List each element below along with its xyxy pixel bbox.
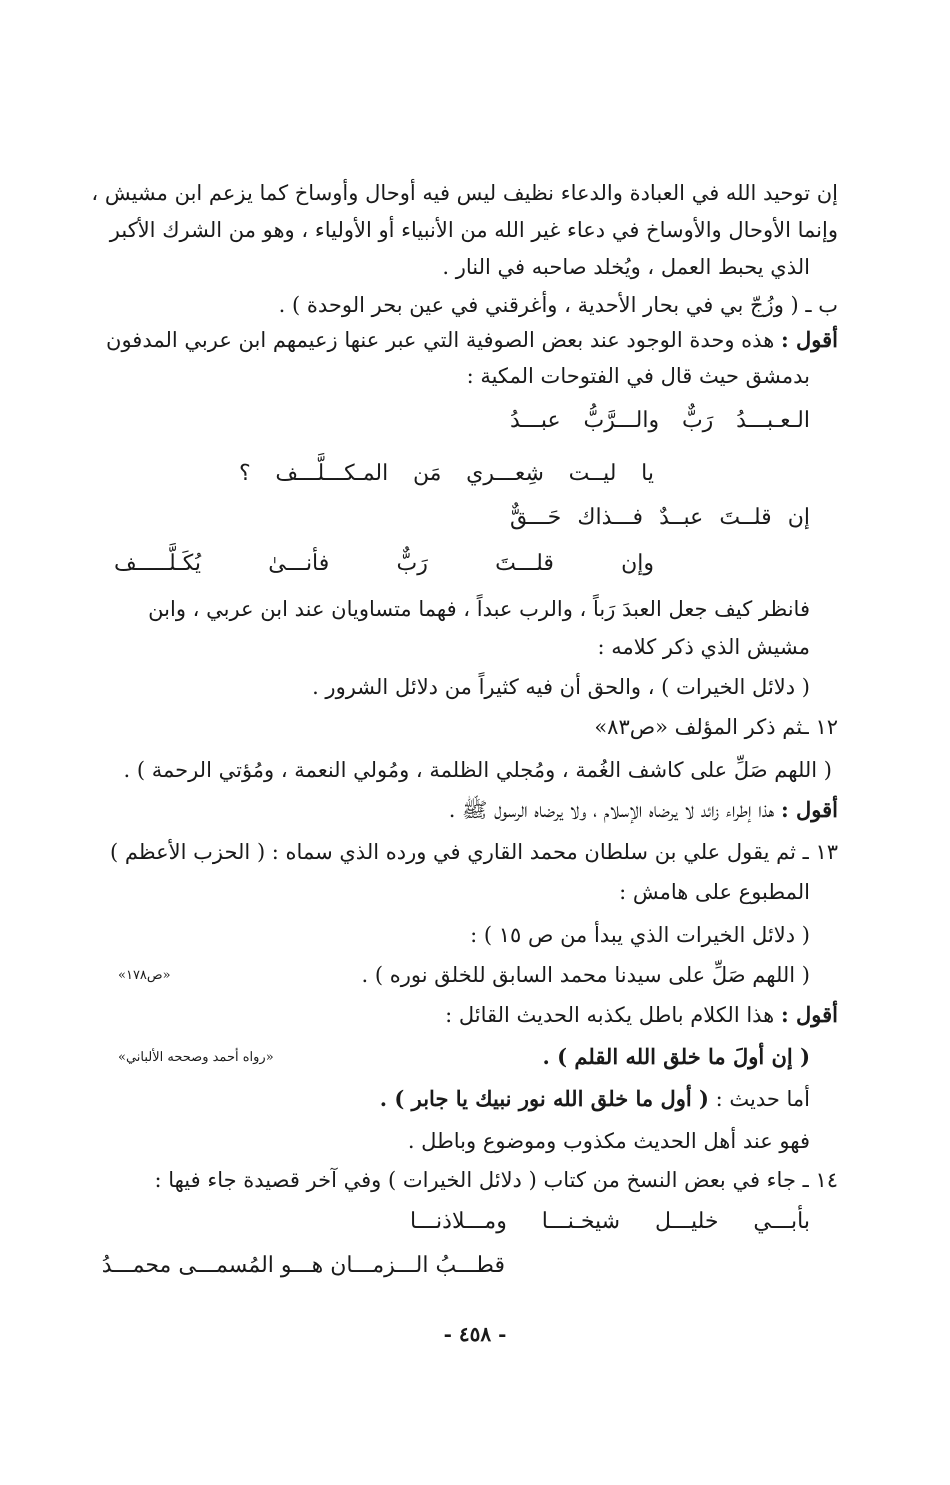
verse-word: فـــذاك xyxy=(577,505,644,530)
text-line: ١٤ ـ جاء في بعض النسخ من كتاب ( دلائل الخيرات ) وفي آخر قصيدة جاء فيها : xyxy=(154,1168,838,1192)
hadith-span: ( أول ما خلق الله نور نبيك يا جابر ) . xyxy=(379,1086,709,1111)
verse-word: قلــتَ xyxy=(719,505,772,530)
text-line: إن توحيد الله في العبادة والدعاء نظيف ليس فيه أوحال وأوساخ كما يزعم ابن مشيش ، xyxy=(91,181,838,205)
verse-word: بأبـــي xyxy=(753,1209,810,1234)
text-line xyxy=(449,793,838,827)
verse-hemistich xyxy=(239,456,654,492)
text-line: المطبوع على هامش : xyxy=(619,880,810,904)
verse-word: قطـــبُ xyxy=(435,1253,505,1278)
text-line: ( دلائل الخيرات ) ، والحق أن فيه كثيراً من دلائل الشرور . xyxy=(312,675,810,699)
verse-word: الـعـبـــدُ xyxy=(736,408,810,433)
verse-hemistich xyxy=(101,1248,505,1284)
verse-hemistich xyxy=(410,1204,810,1240)
text-line: ( اللهم صَلِّ على سيدنا محمد السابق للخلق نوره ) . xyxy=(361,963,810,987)
text-line: فهو عند أهل الحديث مكذوب وموضوع وباطل . xyxy=(407,1129,810,1153)
verse-word: رَبٌّ xyxy=(681,408,714,433)
verse-hemistich xyxy=(114,546,654,582)
text-span: هذا الكلام باطل يكذبه الحديث القائل : xyxy=(445,1003,775,1027)
verse-word: هـــو xyxy=(280,1253,324,1278)
verse-word: المُسمـــى xyxy=(178,1253,274,1278)
text-line: فانظر كيف جعل العبدَ رَباً ، والرب عبداً ، فهما متساويان عند ابن عربي ، وابن xyxy=(148,597,810,621)
text-span: هذه وحدة الوجود عند بعض الصوفية التي عبر عنها زعيمهم ابن عربي المدفون xyxy=(106,328,775,352)
verse-word: خليـــل xyxy=(654,1209,719,1234)
verse-word: محمـــدُ xyxy=(101,1253,172,1278)
verse-word: فأنـــىٰ xyxy=(268,551,330,576)
verse-word: قلـــتَ xyxy=(495,551,554,576)
verse-word: عبــدٌ xyxy=(659,505,704,530)
text-line: ( دلائل الخيرات الذي يبدأ من ص ١٥ ) : xyxy=(470,923,810,947)
page-number: - ٤٥٨ - xyxy=(443,1322,507,1346)
text-line: ب ـ ( وزُجّ بي في بحار الأحدية ، وأغرقني في عين بحر الوحدة ) . xyxy=(278,293,838,317)
verse-word: والـــرَّبُّ xyxy=(583,408,660,433)
verse-word: يا xyxy=(641,461,654,486)
hadith-source-note: «رواه أحمد وصححه الألباني» xyxy=(118,1050,274,1065)
text-span: هذا إطراء زائد لا يرضاه الإسلام ، ولا يرضاه الرسول ﷺ . xyxy=(448,798,775,822)
aqwal-label: أقول : xyxy=(780,797,838,822)
verse-word: يُكَـلَّـــــف xyxy=(114,551,202,576)
text-span: أما حديث : xyxy=(715,1087,810,1111)
text-line: مشيش الذي ذكر كلامه : xyxy=(597,635,810,659)
text-line: ( اللهم صَلِّ على كاشف الغُمة ، ومُجلي الظلمة ، ومُولي النعمة ، ومُؤتي الرحمة ) . xyxy=(123,758,832,782)
verse-word: عبـــدُ xyxy=(510,408,561,433)
verse-word: شيخـنـــا xyxy=(541,1209,621,1234)
verse-word: رَبٌّ xyxy=(396,551,428,576)
text-line: ١٣ ـ ثم يقول علي بن سلطان محمد القاري في ورده الذي سماه : ( الحزب الأعظم ) xyxy=(110,840,838,864)
text-line xyxy=(108,323,838,357)
verse-word: إن xyxy=(787,505,810,530)
aqwal-label: أقول : xyxy=(780,1002,838,1027)
text-line: ١٢ ـثم ذكر المؤلف «ص٨٣» xyxy=(594,715,838,739)
page-reference-note: «ص١٧٨» xyxy=(118,968,171,983)
verse-word: شِعـــري xyxy=(466,461,544,486)
hadith-line: ( إن أولَ ما خلق الله القلم ) . xyxy=(542,1044,810,1069)
verse-word: مَن xyxy=(412,461,442,486)
verse-hemistich xyxy=(510,403,810,439)
verse-word: الـــزمـــان xyxy=(330,1253,429,1278)
verse-word: وإن xyxy=(621,551,655,576)
aqwal-label: أقول : xyxy=(780,327,838,352)
verse-word: ومـــلاذنـــا xyxy=(410,1209,507,1234)
verse-word: ليــت xyxy=(568,461,617,486)
text-line: الذي يحبط العمل ، ويُخلد صاحبه في النار . xyxy=(442,255,810,279)
text-line: بدمشق حيث قال في الفتوحات المكية : xyxy=(466,364,810,388)
verse-word: المـكـــلَّـــف ؟ xyxy=(239,461,389,486)
text-line xyxy=(380,1082,810,1116)
text-line: وإنما الأوحال والأوساخ في دعاء غير الله من الأنبياء أو الأولياء ، وهو من الشرك الأكبر xyxy=(109,218,838,242)
text-line xyxy=(445,998,838,1032)
verse-hemistich xyxy=(510,500,810,536)
verse-word: حَـــقٌّ xyxy=(510,505,562,530)
